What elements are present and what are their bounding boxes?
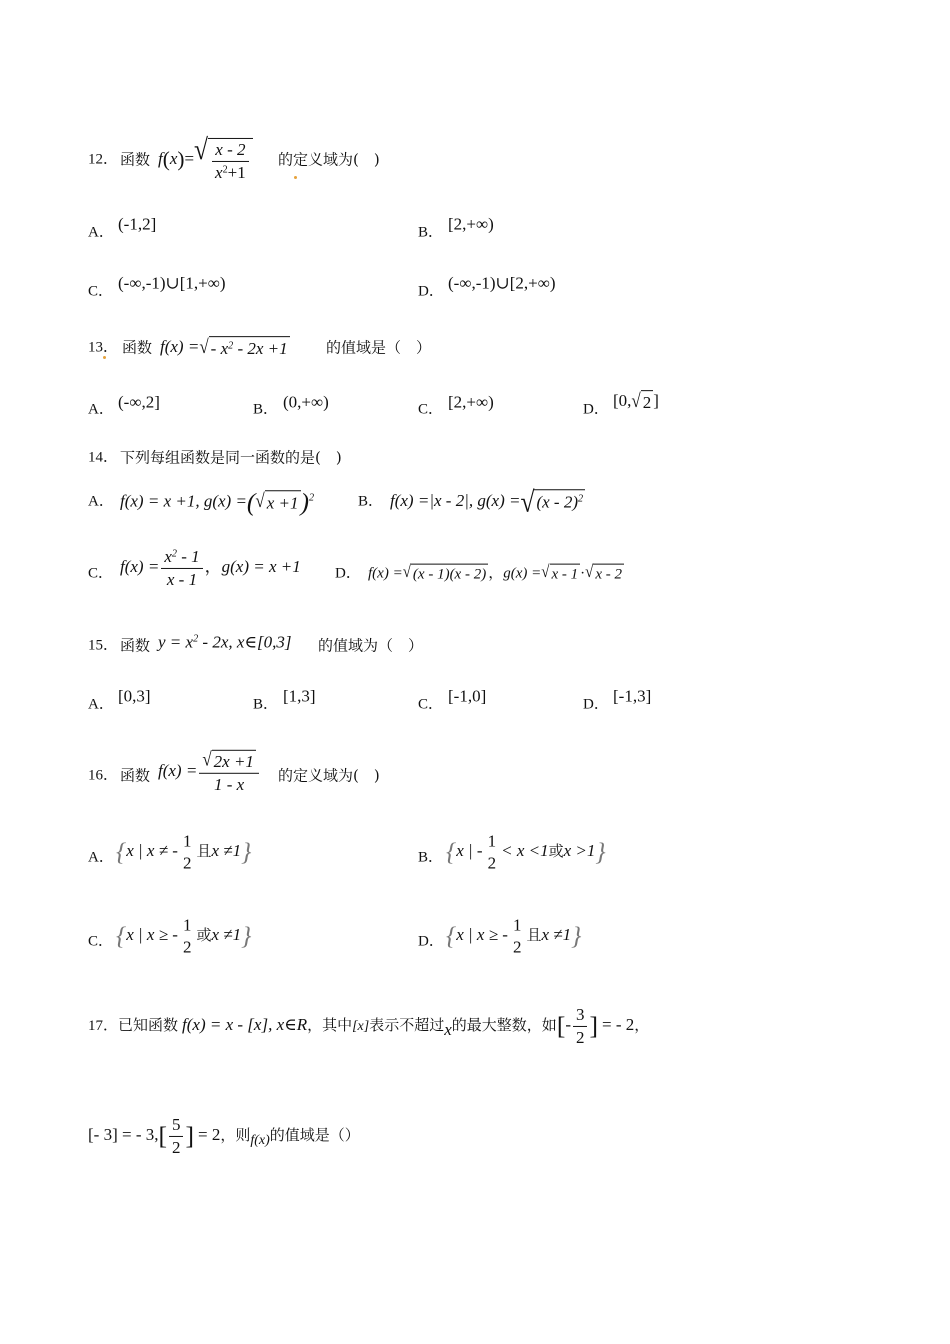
option-d: {x | x ≥ - 1 2 且x ≠1} — [446, 915, 582, 956]
question-number: 13． — [88, 339, 119, 356]
option-c: f(x) = $\frac{x^2 - 1}{x - 1}$ ，g(x) = x +1 — [120, 546, 301, 589]
question-stem: 的值域为（ ） — [318, 636, 424, 655]
option-a: (-1,2] — [118, 214, 157, 234]
option-a: [0,3] — [118, 686, 151, 706]
formula: f(x) = √ 2x +1 1 - x — [158, 750, 261, 794]
option-c: {x | x ≥ - 1 2 或x ≠1} — [116, 915, 252, 956]
annotation-mark — [103, 356, 106, 359]
option-label: D． — [583, 401, 609, 418]
option-label: C． — [418, 401, 444, 418]
option-d: [0, √ 2 ] — [613, 390, 659, 413]
formula: f(x) = √ - $x^2 - 2x +1$ — [160, 336, 288, 359]
option-label: B． — [358, 493, 384, 510]
question-stem: 下列每组函数是同一函数的是( ) — [120, 448, 342, 467]
question-prefix: 函数 — [120, 636, 151, 655]
question-number: 14． — [88, 449, 119, 466]
formula: f(x)= √ $\frac{x - 2}{x^2+1}$ — [158, 138, 253, 182]
option-label: C． — [88, 283, 114, 300]
question-17-line-2-text: [- 3] = - 3,[ $\frac{5}{2}$ ] = 2，则f(x)的值域是（） — [88, 1114, 360, 1157]
option-label: B． — [253, 696, 279, 713]
question-number: 12． — [88, 151, 119, 168]
question-17-line-1: 17．已知函数 f(x) = x - [x], x∈R，其中[x]表示不超过x的最大整数，如[- $\frac{3}{2}$ ] = - 2， — [88, 1004, 650, 1047]
option-label: A． — [88, 401, 114, 418]
option-label: A． — [88, 224, 114, 241]
option-c: [-1,0] — [448, 686, 487, 706]
question-stem: 的值域是（ ） — [326, 338, 432, 357]
option-b: [2,+∞) — [448, 214, 494, 234]
option-label: B． — [418, 849, 444, 866]
question-stem: 的定义域为( ) — [278, 150, 380, 169]
option-a: (-∞,2] — [118, 392, 160, 412]
option-label: C． — [88, 565, 114, 582]
option-label: A． — [88, 493, 114, 510]
question-number: 16． — [88, 767, 119, 784]
question-prefix: 函数 — [120, 766, 151, 785]
option-d: (-∞,-1)∪[2,+∞) — [448, 273, 556, 293]
question-prefix: 函数 — [122, 338, 153, 357]
option-d: [-1,3] — [613, 686, 652, 706]
option-label: C． — [88, 933, 114, 950]
question-number: 15． — [88, 637, 119, 654]
formula: $y = x^2 - 2x$, x∈[0,3] — [158, 632, 292, 652]
option-label: D． — [418, 933, 444, 950]
option-label: A． — [88, 849, 114, 866]
option-label: A． — [88, 696, 114, 713]
question-prefix: 函数 — [120, 150, 151, 169]
option-d: f(x) = √ (x - 1)(x - 2) ，g(x) = √ x - 1 · √ x - 2 — [368, 563, 623, 583]
option-c: (-∞,-1)∪[1,+∞) — [118, 273, 226, 293]
option-b: {x | - 1 2 < x <1或x >1} — [446, 831, 606, 872]
option-b: f(x) =|x - 2|, g(x) = √ (x - 2)$^2$ — [390, 485, 584, 519]
option-b: (0,+∞) — [283, 392, 329, 412]
annotation-mark — [294, 176, 297, 179]
option-label: D． — [583, 696, 609, 713]
option-label: B． — [253, 401, 279, 418]
option-label: D． — [418, 283, 444, 300]
option-label: D． — [335, 565, 361, 582]
option-a: {x | x ≠ - 1 2 且x ≠1} — [116, 831, 252, 872]
option-a: f(x) = x +1, g(x) =( √ x +1 )$^2$ — [120, 487, 315, 517]
option-label: B． — [418, 224, 444, 241]
option-b: [1,3] — [283, 686, 316, 706]
option-c: [2,+∞) — [448, 392, 494, 412]
question-stem: 的定义域为( ) — [278, 766, 380, 785]
option-label: C． — [418, 696, 444, 713]
